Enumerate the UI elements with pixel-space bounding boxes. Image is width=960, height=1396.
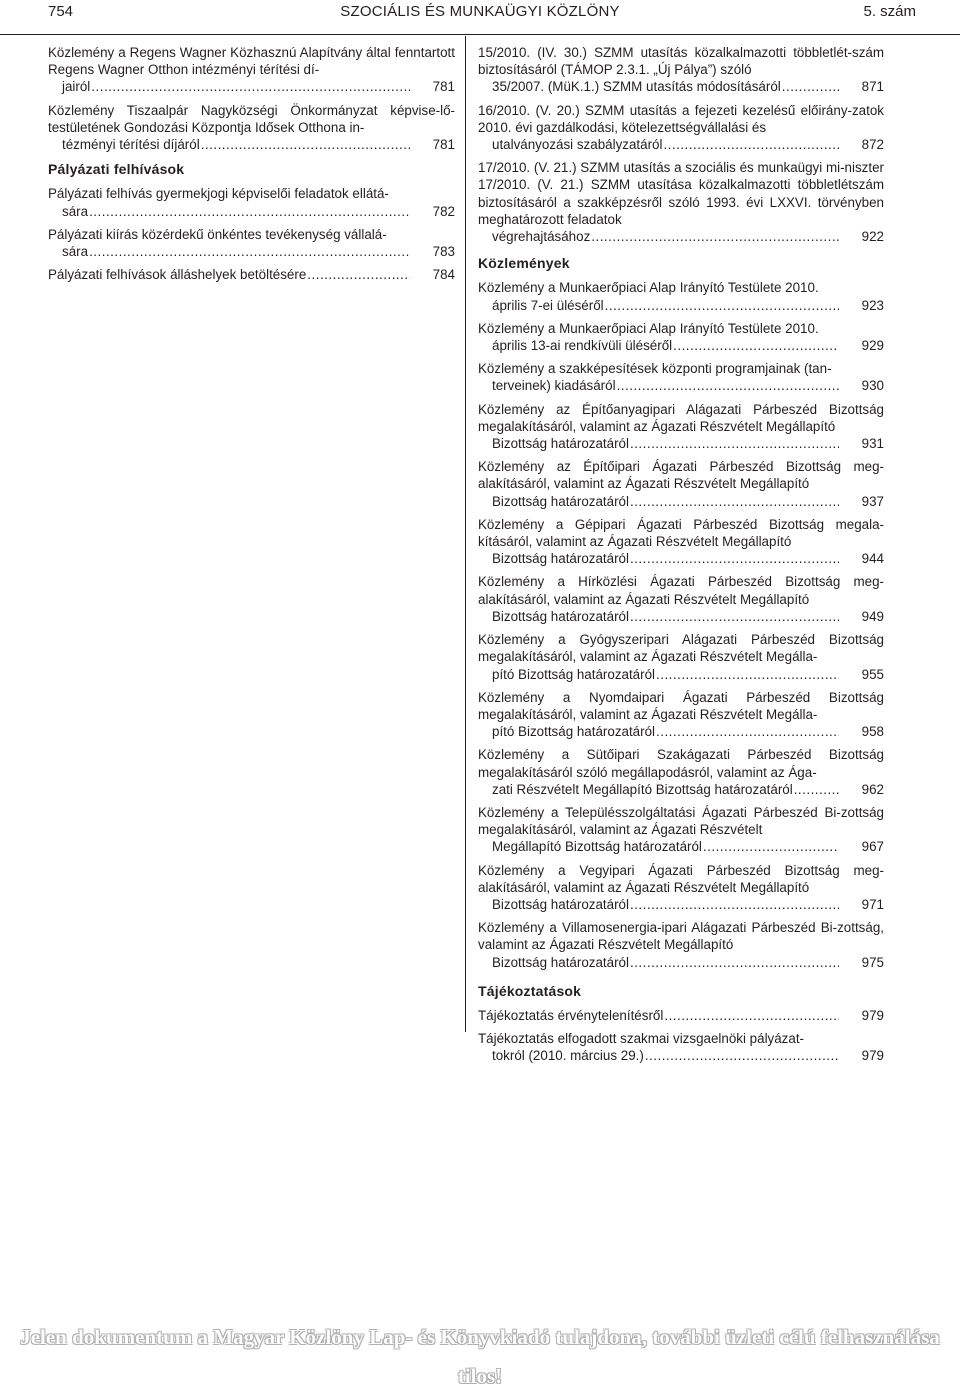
dot-leader (201, 136, 410, 153)
toc-entry[interactable] (478, 919, 884, 971)
toc-entry-last-line (478, 550, 884, 567)
toc-entry-last-line (48, 243, 455, 260)
toc-entry-tail: zati Részvételt Megállapító Bizottság határozatáról (492, 781, 793, 797)
toc-entry-text: Közlemény az Építőanyagipari Alágazati Párbeszéd Bizottság megalakításáról, valamint az Ágazati Részvételt Megállapító (478, 401, 884, 434)
toc-entry-text: Közlemény a Vegyipari Ágazati Párbeszéd Bizottság meg-alakításáról, valamint az Ágazati Részvételt Megállapító (478, 862, 884, 895)
toc-entry-last-line (478, 608, 884, 625)
toc-entry[interactable] (478, 159, 884, 245)
toc-entry-last-line (478, 228, 884, 245)
toc-entry-last-line (478, 297, 884, 314)
toc-entry-last-line (478, 954, 884, 971)
toc-entry-last-line (48, 136, 455, 153)
toc-entry[interactable] (478, 862, 884, 914)
dot-leader (605, 297, 839, 314)
right-section2-entries (478, 1007, 884, 1065)
toc-entry-tail: pító Bizottság határozatáról (492, 666, 656, 682)
dot-leader (782, 78, 839, 95)
toc-entry-text: Közlemény a Regens Wagner Közhasznú Alapítvány által fenntartott Regens Wagner Otthon intézményi térítési dí- (48, 45, 455, 78)
toc-entry-tail: Pályázati felhívások álláshelyek betöltésére (48, 267, 307, 283)
toc-page-number: 930 (861, 378, 884, 394)
left-column (48, 44, 455, 289)
section-title-tajekoztatasok: Tájékoztatások (478, 982, 582, 999)
toc-entry-tail: tézményi térítési díjáról (62, 137, 200, 153)
toc-page-number: 958 (861, 724, 884, 740)
toc-entry[interactable] (478, 44, 884, 96)
toc-entry[interactable] (478, 102, 884, 154)
toc-entry[interactable] (478, 573, 884, 625)
toc-entry-tail: terveinek) kiadásáról (492, 378, 616, 394)
dot-leader (673, 337, 839, 354)
publication-title: SZOCIÁLIS ÉS MUNKAÜGYI KÖZLÖNY (340, 3, 620, 20)
dot-leader (591, 228, 839, 245)
toc-entry-text: Közlemény a Munkaerőpiaci Alap Irányító Testülete 2010. (478, 320, 819, 336)
toc-entry-last-line (478, 136, 884, 153)
dot-leader (630, 493, 839, 510)
dot-leader (656, 723, 839, 740)
page-header (0, 0, 960, 35)
toc-entry-text: Pályázati felhívás gyermekjogi képviselői feladatok ellátá- (48, 186, 389, 202)
toc-page-number: 782 (432, 203, 455, 219)
dot-leader (663, 136, 839, 153)
toc-entry-tail: pító Bizottság határozatáról (492, 724, 656, 740)
toc-page-number: 975 (861, 954, 884, 970)
toc-entry-last-line (478, 666, 884, 683)
toc-entry-text: Pályázati kiírás közérdekű önkéntes tevékenység vállalá- (48, 226, 387, 242)
toc-page-number: 781 (432, 137, 455, 153)
dot-leader (630, 608, 839, 625)
left-top-entries (48, 44, 455, 153)
toc-page-number: 979 (861, 1048, 884, 1064)
toc-entry[interactable] (48, 185, 455, 219)
toc-entry-text: Közlemény a Gépipari Ágazati Párbeszéd Bizottság megala-kításáról, valamint az Ágazati Részvételt Megállapító (478, 516, 884, 550)
toc-page-number: 962 (861, 781, 884, 797)
toc-page-number: 971 (861, 896, 884, 912)
toc-entry-tail: április 13-ai rendkívüli üléséről (492, 338, 673, 354)
footer-watermark: Jelen dokumentum a Magyar Közlöny Lap- és Könyvkiadó tulajdona, további üzleti célú felhasználása tilos! (0, 1318, 960, 1357)
toc-entry-text: Közlemény a Sütőipari Szakágazati Párbeszéd Bizottság megalakításáról szóló megállapodásról, valamint az Ága- (478, 747, 884, 780)
toc-entry-text: Közlemény a Gyógyszeripari Alágazati Párbeszéd Bizottság megalakításáról, valamint az Ágazati Részvételt Megálla- (478, 632, 884, 665)
toc-entry[interactable] (478, 360, 884, 394)
toc-entry[interactable] (478, 631, 884, 683)
toc-page-number: 923 (861, 297, 884, 313)
toc-entry[interactable] (478, 320, 884, 354)
toc-entry-last-line (478, 337, 884, 354)
right-top-entries (478, 44, 884, 245)
toc-page-number: 872 (861, 137, 884, 153)
toc-entry-last-line (478, 1047, 884, 1064)
toc-entry-text: 15/2010. (IV. 30.) SZMM utasítás közalkalmazotti többletlét-szám biztosításáról (TÁMOP 2.3.1. „Új Pálya”) szóló (478, 45, 884, 78)
toc-entry-last-line (478, 377, 884, 394)
toc-entry-tail: jairól (62, 79, 91, 95)
toc-entry-tail: Bizottság határozatáról (492, 896, 629, 912)
toc-entry-text: Közlemény az Építőipari Ágazati Párbeszéd Bizottság meg-alakításáról, valamint az Ágazati Részvételt Megállapító (478, 459, 884, 492)
toc-entry-last-line (478, 723, 884, 740)
toc-page-number: 784 (432, 267, 455, 283)
toc-page-number: 937 (861, 493, 884, 509)
dot-leader (307, 266, 410, 283)
dot-leader (630, 896, 839, 913)
page-number: 754 (48, 3, 74, 20)
toc-page-number: 929 (861, 338, 884, 354)
toc-page-number: 931 (861, 436, 884, 452)
dot-leader (91, 78, 410, 95)
toc-entry-last-line (48, 78, 455, 95)
dot-leader (617, 377, 839, 394)
right-column (478, 44, 884, 1071)
toc-page-number: 979 (861, 1007, 884, 1023)
toc-entry-text: Közlemény a Hírközlési Ágazati Párbeszéd Bizottság meg-alakításáról, valamint az Ágazati Részvételt Megállapító (478, 574, 884, 607)
toc-page-number: 949 (861, 608, 884, 624)
dot-leader (630, 550, 839, 567)
right-section1-entries (478, 279, 884, 970)
toc-entry-text: 17/2010. (V. 21.) SZMM utasítás a szociális és munkaügyi mi-niszter 17/2010. (V. 21.) SZMM utasítása közalkalmazotti többletlétszám biztosításáról a szakképzésről szóló 1993. évi LXXVI. törvényben meghatározott feladatok (478, 160, 884, 227)
toc-page-number: 955 (861, 666, 884, 682)
toc-entry-tail: Bizottság határozatáról (492, 551, 629, 567)
dot-leader (630, 435, 839, 452)
toc-entry[interactable] (478, 458, 884, 510)
toc-entry[interactable] (478, 279, 884, 313)
dot-leader (89, 203, 410, 220)
toc-page-number: 922 (861, 229, 884, 245)
column-divider (465, 36, 466, 1032)
toc-entry-text: Közlemény a Településszolgáltatási Ágazati Párbeszéd Bi-zottság megalakításáról, valamint az Ágazati Részvételt (478, 804, 884, 838)
toc-entry-text: Közlemény a Nyomdaipari Ágazati Párbeszéd Bizottság megalakításáról, valamint az Ágazati Részvételt Megálla- (478, 689, 884, 722)
toc-entry[interactable] (48, 102, 455, 154)
toc-entry-text: Közlemény a szakképesítések központi programjainak (tan- (478, 361, 832, 377)
toc-entry-last-line (48, 266, 455, 283)
toc-entry[interactable] (478, 746, 884, 798)
toc-entry-last-line (478, 1007, 884, 1024)
toc-entry-tail: utalványozási szabályzatáról (492, 137, 663, 153)
toc-entry-last-line (478, 838, 884, 855)
toc-entry-last-line (48, 203, 455, 220)
toc-entry-text: Tájékoztatás elfogadott szakmai vizsgaelnöki pályázat- (478, 1031, 805, 1047)
dot-leader (89, 243, 410, 260)
toc-entry-tail: Bizottság határozatáról (492, 436, 629, 452)
dot-leader (630, 954, 839, 971)
toc-entry-last-line (478, 78, 884, 95)
toc-entry-tail: Bizottság határozatáról (492, 608, 629, 624)
left-section-entries (48, 185, 455, 283)
toc-entry[interactable] (478, 689, 884, 741)
dot-leader (645, 1047, 839, 1064)
toc-page-number: 781 (432, 79, 455, 95)
toc-entry[interactable] (48, 226, 455, 260)
toc-entry-tail: Bizottság határozatáról (492, 954, 629, 970)
dot-leader (664, 1007, 839, 1024)
toc-entry-last-line (478, 896, 884, 913)
issue-number: 5. szám (863, 3, 916, 20)
dot-leader (703, 838, 839, 855)
toc-entry[interactable] (478, 804, 884, 856)
toc-entry[interactable] (478, 516, 884, 568)
toc-entry-tail: sára (62, 244, 89, 260)
toc-entry[interactable] (478, 1030, 884, 1064)
section-title-kozlemenyek: Közlemények (478, 255, 570, 272)
toc-entry-text: Közlemény Tiszaalpár Nagyközségi Önkormányzat képvise-lő-testületének Gondozási Központja Idősek Otthona in- (48, 102, 455, 135)
toc-entry-tail: sára (62, 203, 89, 219)
dot-leader (656, 666, 839, 683)
toc-entry[interactable] (48, 266, 455, 283)
toc-entry-tail: Megállapító Bizottság határozatáról (492, 839, 702, 855)
toc-entry-tail: végrehajtásához (492, 229, 591, 245)
toc-entry[interactable] (48, 44, 455, 96)
toc-page-number: 944 (861, 551, 884, 567)
section-title-palyazati: Pályázati felhívások (48, 161, 185, 178)
toc-entry[interactable] (478, 1007, 884, 1024)
toc-entry-tail: Bizottság határozatáról (492, 493, 629, 509)
toc-entry-tail: április 7-ei üléséről (492, 297, 604, 313)
toc-entry-tail: tokról (2010. március 29.) (492, 1048, 644, 1064)
toc-entry[interactable] (478, 401, 884, 453)
toc-page-number: 871 (861, 79, 884, 95)
toc-entry-last-line (478, 435, 884, 452)
toc-entry-text: Közlemény a Villamosenergia-ipari Alágazati Párbeszéd Bi-zottság, valamint az Ágazati Részvételt Megállapító (478, 920, 884, 953)
toc-entry-text: Közlemény a Munkaerőpiaci Alap Irányító Testülete 2010. (478, 280, 819, 296)
dot-leader (794, 781, 839, 798)
toc-page-number: 783 (432, 244, 455, 260)
toc-entry-tail: 35/2007. (MüK.1.) SZMM utasítás módosításáról (492, 79, 781, 95)
toc-entry-last-line (478, 781, 884, 798)
toc-entry-last-line (478, 493, 884, 510)
toc-page-number: 967 (861, 839, 884, 855)
toc-entry-tail: Tájékoztatás érvénytelenítésről (478, 1007, 664, 1023)
toc-entry-text: 16/2010. (V. 20.) SZMM utasítás a fejezeti kezelésű előirány-zatok 2010. évi gazdálkodási, kötelezettségvállalási és (478, 102, 884, 135)
